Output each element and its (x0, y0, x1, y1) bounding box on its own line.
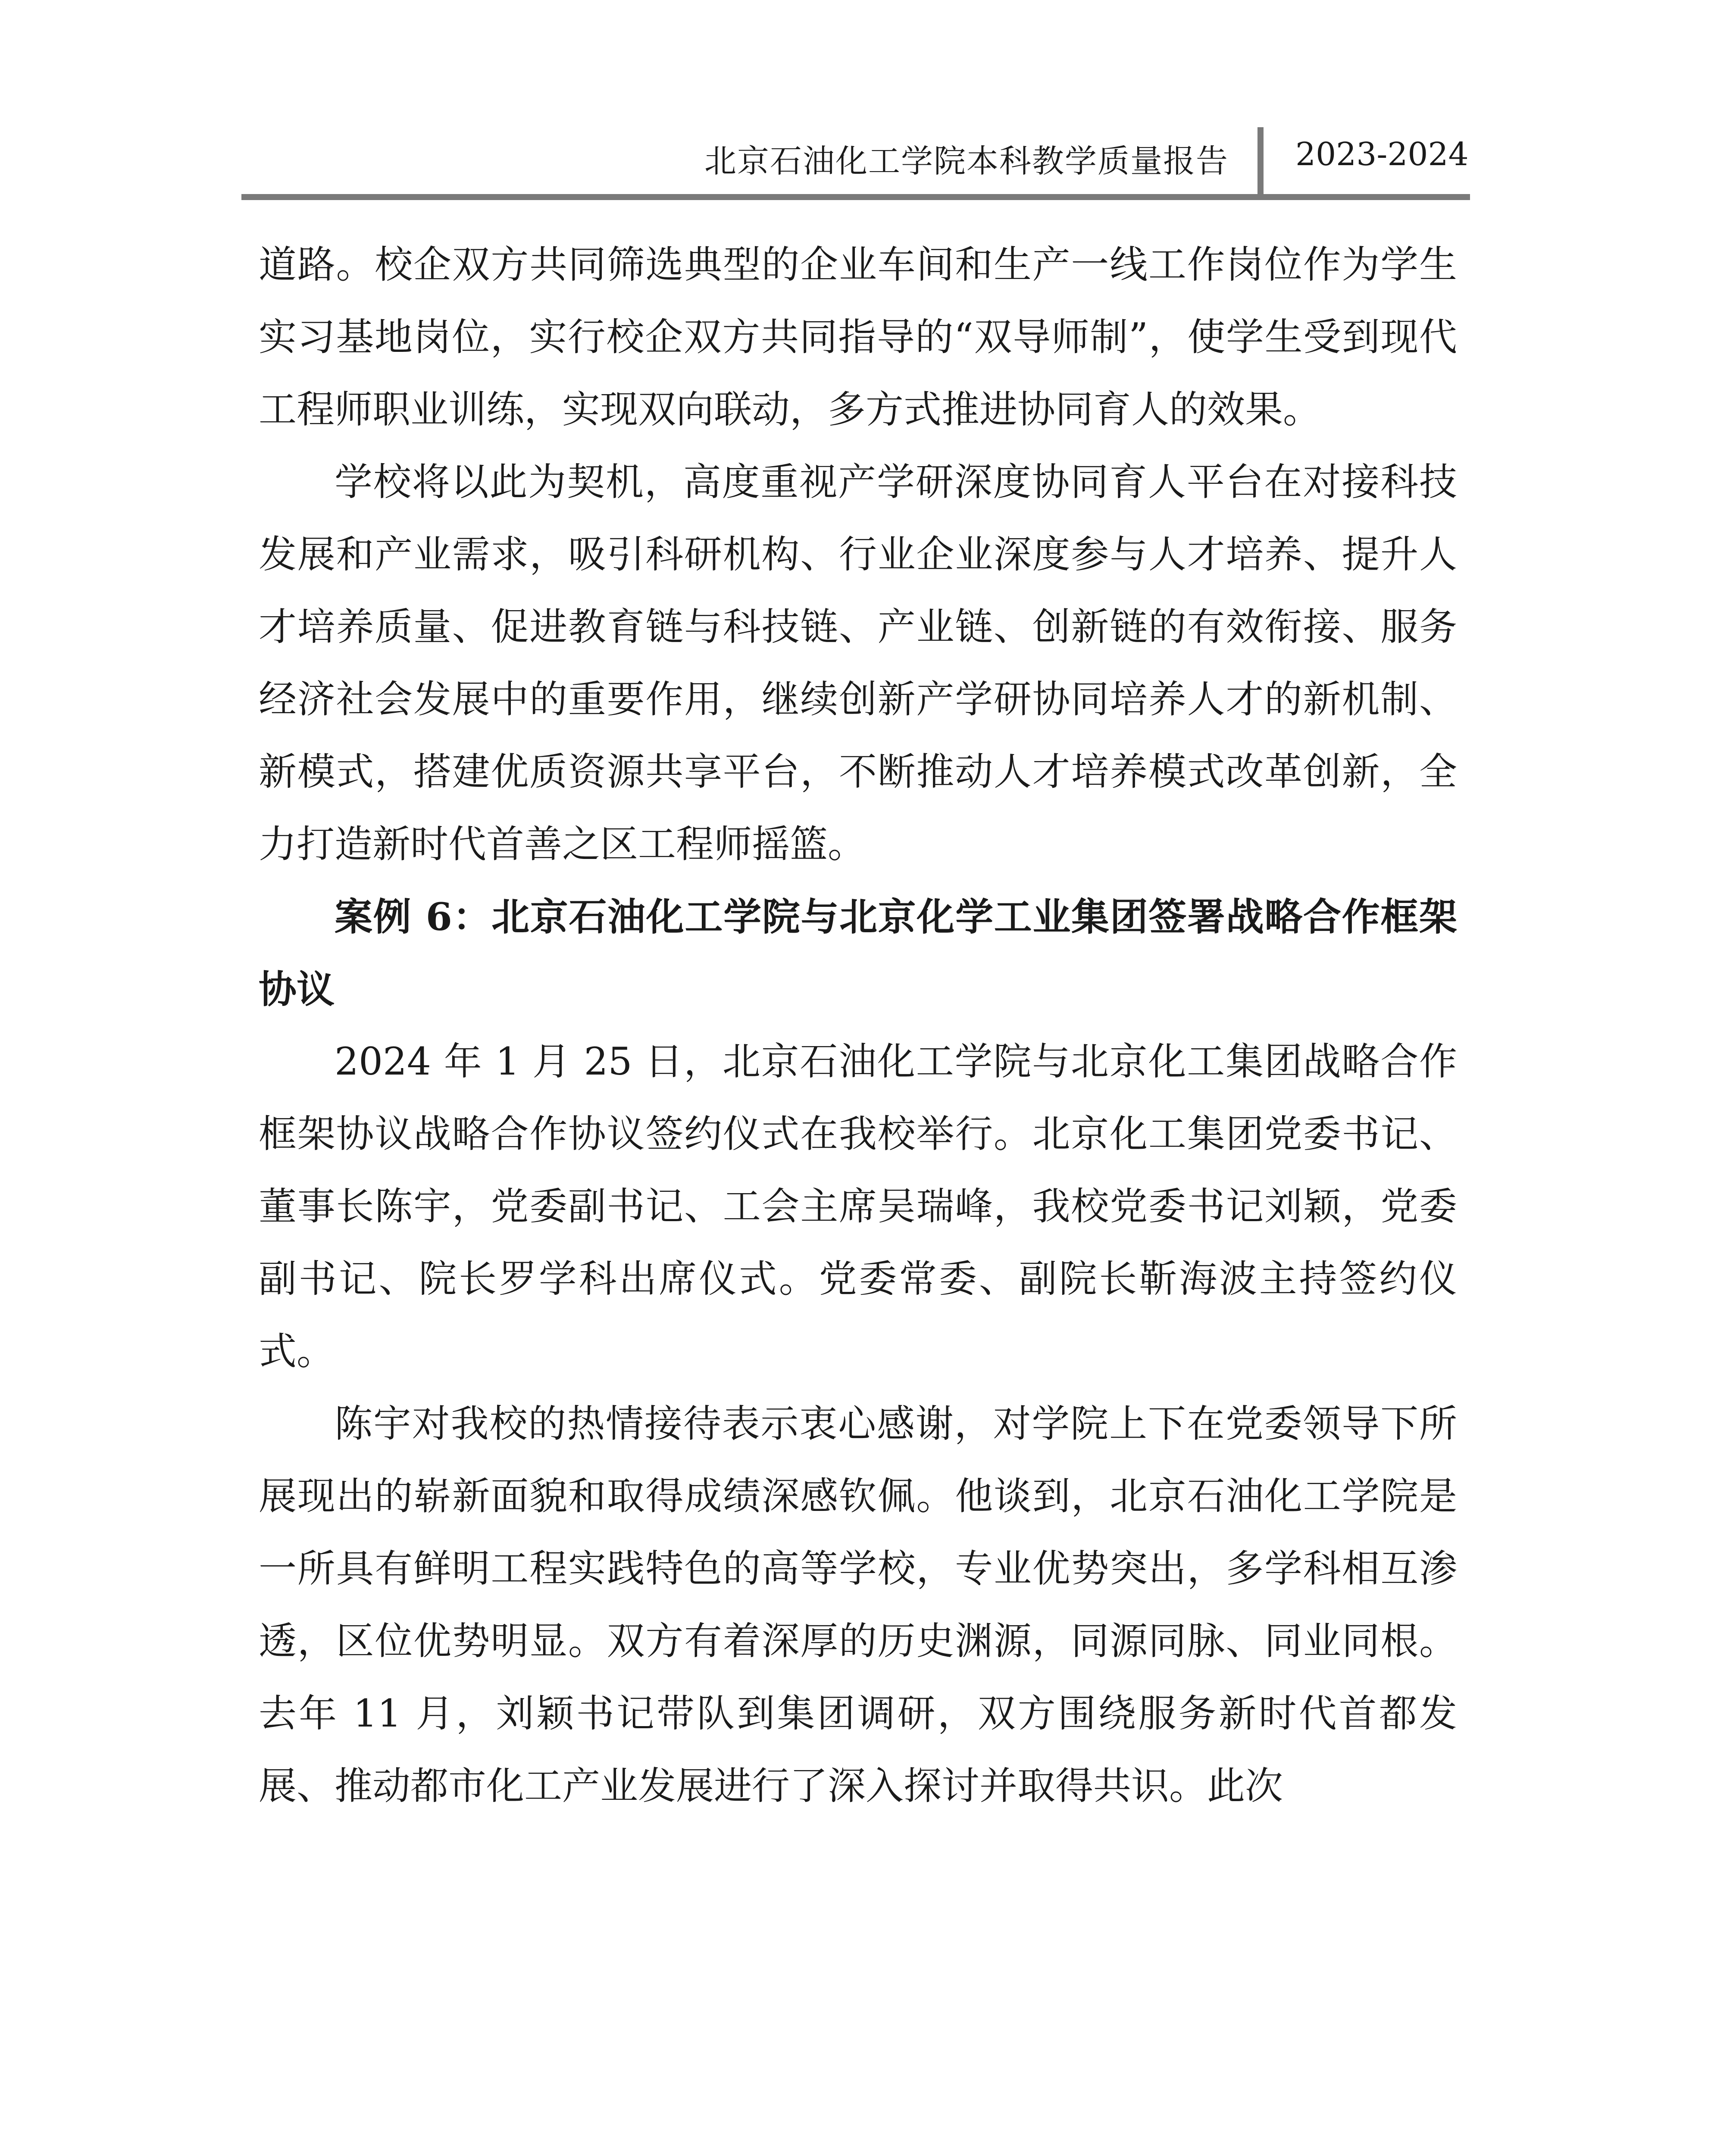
header-rule (241, 194, 1470, 200)
paragraph-continuation: 道路。校企双方共同筛选典型的企业车间和生产一线工作岗位作为学生实习基地岗位，实行校企双方共同指导的“双导师制”，使学生受到现代工程师职业训练，实现双向联动，多方式推进协同育人的效果。 (259, 242, 1457, 432)
header-separator (1257, 127, 1264, 196)
report-year: 2023-2024 (1295, 136, 1469, 173)
page-header (241, 127, 1470, 196)
body-content (259, 229, 1457, 1822)
paragraph: 陈宇对我校的热情接待表示衷心感谢，对学院上下在党委领导下所展现出的崭新面貌和取得成绩深感钦佩。他谈到，北京石油化工学院是一所具有鲜明工程实践特色的高等学校，专业优势突出，多学科相互渗透，区位优势明显。双方有着深厚的历史渊源，同源同脉、同业同根。去年 11 月，刘颖书记带队到集团调研，双方围绕服务新时代首都发展、推动都市化工产业发展进行了深入探讨并取得共识。此次 (259, 1401, 1457, 1808)
paragraph: 2024 年 1 月 25 日，北京石油化工学院与北京化工集团战略合作框架协议战略合作协议签约仪式在我校举行。北京化工集团党委书记、董事长陈宇，党委副书记、工会主席吴瑞峰，我校党委书记刘颖，党委副书记、院长罗学科出席仪式。党委常委、副院长靳海波主持签约仪式。 (259, 1039, 1457, 1373)
case-heading: 案例 6：北京石油化工学院与北京化学工业集团签署战略合作框架协议 (259, 894, 1457, 1012)
report-title: 北京石油化工学院本科教学质量报告 (704, 143, 1229, 180)
paragraph: 学校将以此为契机，高度重视产学研深度协同育人平台在对接科技发展和产业需求，吸引科研机构、行业企业深度参与人才培养、提升人才培养质量、促进教育链与科技链、产业链、创新链的有效衔接、服务经济社会发展中的重要作用，继续创新产学研协同培养人才的新机制、新模式，搭建优质资源共享平台，不断推动人才培养模式改革创新，全力打造新时代首善之区工程师摇篮。 (259, 460, 1457, 866)
